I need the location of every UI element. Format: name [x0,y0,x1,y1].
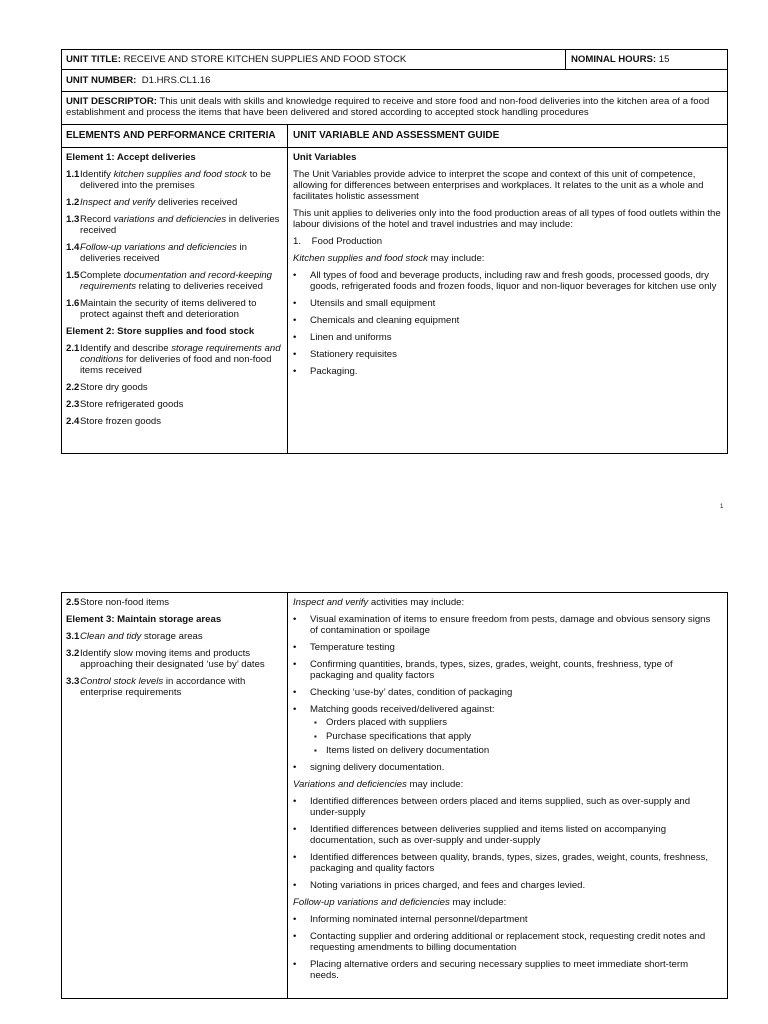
criterion-2-1: 2.1Identify and describe storage requirements and conditions for deliveries of food and non-food items received [66,343,281,376]
unit-number-value: D1.HRS.CL1.16 [141,75,211,86]
criterion-1-1: 1.1Identify kitchen supplies and food stock to be delivered into the premises [66,169,271,191]
unit-descriptor-cell [66,96,724,118]
criterion-3-1: 3.1Clean and tidy storage areas [66,631,203,642]
col-left-title: ELEMENTS AND PERFORMANCE CRITERIA [66,130,276,141]
criterion-2-2: 2.2Store dry goods [66,382,148,393]
list-item: • Identified differences between orders placed and items supplied, such as over-supply and under-supply [293,796,717,818]
criterion-2-5: 2.5Store non-food items [66,597,170,608]
criteria-column-page2 [66,597,282,704]
criterion-3-3: 3.3Control stock levels in accordance with enterprise requirements [66,676,246,698]
nominal-hours-cell [571,54,726,65]
list-item: • Checking ‘use-by’ dates, condition of packaging [293,687,717,698]
list-item: • Confirming quantities, brands, types, sizes, grades, weight, counts, freshness, type of packaging and quality factors [293,659,717,681]
kitchen-supplies-intro: Kitchen supplies and food stock may include: [293,253,485,264]
criterion-1-5: 1.5Complete documentation and record-keeping requirements relating to deliveries received [66,270,273,292]
variables-column-page1 [293,152,723,383]
list-item: • Informing nominated internal personnel/department [293,914,717,925]
inspect-verify-list [293,614,717,773]
nominal-hours-label: NOMINAL HOURS: [571,54,657,65]
page-number: 1 [720,504,724,510]
criterion-2-3: 2.3Store refrigerated goods [66,399,184,410]
kitchen-supplies-list [293,270,723,377]
criterion-1-4: 1.4Follow-up variations and deficiencies in deliveries received [66,242,247,264]
list-item: • All types of food and beverage products, including raw and fresh goods, processed goods, dry goods, refrigerated foods and frozen foods, liquor and non-liquor beverages for kitchen use only [293,270,723,292]
list-item: • Utensils and small equipment [293,298,723,309]
list-item: • Identified differences between quality, brands, types, sizes, grades, weight, counts, freshness, packaging and quality factors [293,852,717,874]
element-3-heading: Element 3: Maintain storage areas [66,614,222,625]
unit-variables-para-2: This unit applies to deliveries only into the food production areas of all types of food outlets within the labour divisions of the hotel and travel industries and may include: [293,208,721,230]
criterion-2-4: 2.4Store frozen goods [66,416,162,427]
follow-up-list [293,914,717,981]
unit-title-cell [66,54,561,65]
sub-list-item: ▪ Items listed on delivery documentation [310,745,717,756]
col-right-title: UNIT VARIABLE AND ASSESSMENT GUIDE [293,130,500,141]
criterion-1-2: 1.2Inspect and verify deliveries received [66,197,238,208]
list-item: • Chemicals and cleaning equipment [293,315,723,326]
unit-number-cell [66,75,666,86]
unit-variables-heading: Unit Variables [293,152,357,163]
list-item: • Matching goods received/delivered against: ▪ Orders placed with suppliers ▪ Purchase specifications that apply ▪ Items listed on delivery documentation [293,704,717,756]
follow-up-intro: Follow-up variations and deficiencies may include: [293,897,507,908]
criterion-1-6: 1.6Maintain the security of items delivered to protect against theft and deterioration [66,298,257,320]
matching-goods-sublist [310,717,717,756]
variations-list [293,796,717,891]
element-1-heading: Element 1: Accept deliveries [66,152,196,163]
unit-title-value: RECEIVE AND STORE KITCHEN SUPPLIES AND FOOD STOCK [123,54,407,65]
list-item: • signing delivery documentation. [293,762,717,773]
list-item: • Contacting supplier and ordering additional or replacement stock, requesting credit notes and requesting amendments to billing documentation [293,931,717,953]
list-item: • Temperature testing [293,642,717,653]
unit-title-label: UNIT TITLE: [66,54,121,65]
variations-intro: Variations and deficiencies may include: [293,779,464,790]
criteria-column-page1 [66,152,282,433]
element-2-heading: Element 2: Store supplies and food stock [66,326,255,337]
unit-number-label: UNIT NUMBER: [66,75,137,86]
sub-list-item: ▪ Purchase specifications that apply [310,731,717,742]
inspect-verify-intro: Inspect and verify activities may include: [293,597,465,608]
nominal-hours-value: 15 [658,54,670,65]
sub-list-item: ▪ Orders placed with suppliers [310,717,717,728]
criterion-3-2: 3.2Identify slow moving items and products approaching their designated ‘use by’ dates [66,648,265,670]
list-item: • Linen and uniforms [293,332,723,343]
list-item: • Identified differences between deliveries supplied and items listed on accompanying documentation, such as over-supply and under-supply [293,824,717,846]
list-item: • Stationery requisites [293,349,723,360]
list-item: • Noting variations in prices charged, and fees and charges levied. [293,880,717,891]
list-item: • Packaging. [293,366,723,377]
unit-descriptor-label: UNIT DESCRIPTOR: [66,96,157,107]
list-item: • Visual examination of items to ensure freedom from pests, damage and obvious sensory signs of contamination or spoilage [293,614,717,636]
unit-variables-numbered-item: 1. Food Production [293,236,383,247]
unit-descriptor-text: This unit deals with skills and knowledge required to receive and store food and non-food deliveries into the kitchen area of a food establishment and process the items that have been delivered and stored according to accepted stock handling procedures [66,96,710,118]
list-item: • Placing alternative orders and securing necessary supplies to meet immediate short-term needs. [293,959,717,981]
unit-variables-para-1: The Unit Variables provide advice to interpret the scope and context of this unit of competence, allowing for differences between enterprises and workplaces. It relates to the unit as a whole and facilitates holistic assessment [293,169,704,202]
criterion-1-3: 1.3Record variations and deficiencies in deliveries received [66,214,280,236]
variables-column-page2 [293,597,717,987]
